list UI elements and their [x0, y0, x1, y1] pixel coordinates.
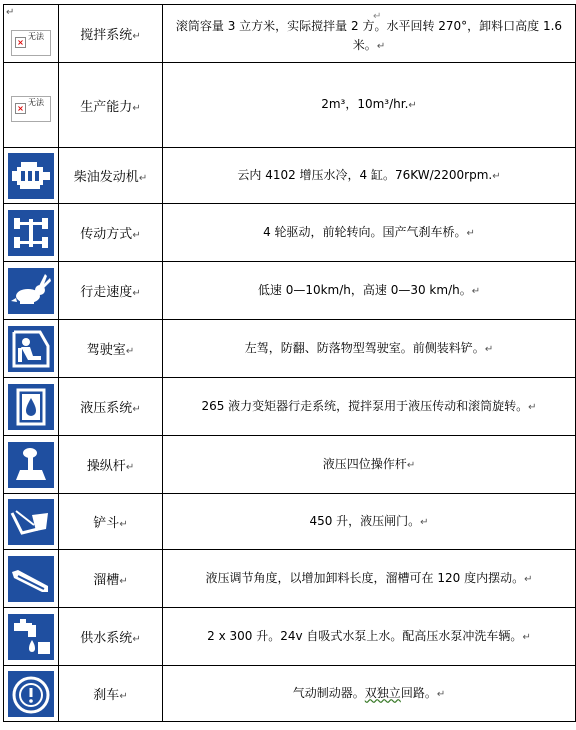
- icon-cell: [4, 666, 59, 722]
- table-row: [4, 63, 576, 148]
- feature-desc: 云内 4102 增压水冷，4 缸。76KW/2200rpm.↵: [163, 148, 576, 204]
- table-row: [4, 666, 576, 722]
- icon-cell: [4, 378, 59, 436]
- water-tap-icon: [8, 614, 54, 660]
- chute-icon: [8, 556, 54, 602]
- feature-name: 传动方式↵: [59, 204, 163, 262]
- cab-seat-icon: [8, 326, 54, 372]
- hydraulic-oil-icon: [8, 384, 54, 430]
- broken-image-icon: × 无法: [11, 30, 51, 56]
- feature-name: 刹车↵: [59, 666, 163, 722]
- broken-image-icon: × 无法: [11, 96, 51, 122]
- drivetrain-icon: [8, 210, 54, 256]
- table-row: [4, 550, 576, 608]
- feature-desc: 450 升，液压闸门。↵: [163, 494, 576, 550]
- spec-table: [3, 4, 576, 722]
- icon-cell: [4, 5, 59, 63]
- table-row: [4, 378, 576, 436]
- diesel-engine-icon: [8, 153, 54, 199]
- table-row: [4, 320, 576, 378]
- icon-cell: [4, 608, 59, 666]
- feature-desc: 4 轮驱动，前轮转向。国产气刹车桥。↵: [163, 204, 576, 262]
- spec-sheet: [3, 4, 575, 722]
- feature-desc: 液压调节角度，以增加卸料长度，溜槽可在 120 度内摆动。↵: [163, 550, 576, 608]
- icon-cell: [4, 262, 59, 320]
- icon-cell: [4, 320, 59, 378]
- icon-cell: [4, 550, 59, 608]
- feature-desc: 低速 0—10km/h，高速 0—30 km/h。↵: [163, 262, 576, 320]
- feature-name: 供水系统↵: [59, 608, 163, 666]
- feature-desc: 气动制动器。双独立回路。↵: [163, 666, 576, 722]
- feature-name: 驾驶室↵: [59, 320, 163, 378]
- table-row: [4, 608, 576, 666]
- rabbit-speed-icon: [8, 268, 54, 314]
- joystick-icon: [8, 442, 54, 488]
- bucket-icon: [8, 499, 54, 545]
- paragraph-mark: ↵: [6, 7, 15, 18]
- feature-desc: 265 液力变矩器行走系统，搅拌泵用于液压传动和滚筒旋转。↵: [163, 378, 576, 436]
- feature-name: 操纵杆↵: [59, 436, 163, 494]
- table-row: [4, 494, 576, 550]
- feature-name: 液压系统↵: [59, 378, 163, 436]
- table-row: [4, 5, 576, 63]
- feature-name: 生产能力↵: [59, 63, 163, 148]
- feature-desc: ↵ 滚筒容量 3 立方米，实际搅拌量 2 方。水平回转 270°，卸料口高度 1.6 米。↵: [163, 5, 576, 63]
- feature-desc: 左驾，防翻、防落物型驾驶室。前侧装料铲。↵: [163, 320, 576, 378]
- feature-desc: 液压四位操作杆↵: [163, 436, 576, 494]
- feature-name: 溜槽↵: [59, 550, 163, 608]
- feature-name: 柴油发动机↵: [59, 148, 163, 204]
- feature-name: 行走速度↵: [59, 262, 163, 320]
- icon-cell: [4, 204, 59, 262]
- icon-cell: [4, 494, 59, 550]
- table-row: [4, 204, 576, 262]
- table-row: [4, 436, 576, 494]
- feature-name: 搅拌系统↵: [59, 5, 163, 63]
- table-row: [4, 148, 576, 204]
- feature-desc: 2 x 300 升。24v 自吸式水泵上水。配高压水泵冲洗车辆。↵: [163, 608, 576, 666]
- icon-cell: [4, 63, 59, 148]
- icon-cell: [4, 436, 59, 494]
- feature-desc: 2m³，10m³/hr.↵: [163, 63, 576, 148]
- icon-cell: [4, 148, 59, 204]
- feature-name: 铲斗↵: [59, 494, 163, 550]
- brake-icon: [8, 671, 54, 717]
- table-row: [4, 262, 576, 320]
